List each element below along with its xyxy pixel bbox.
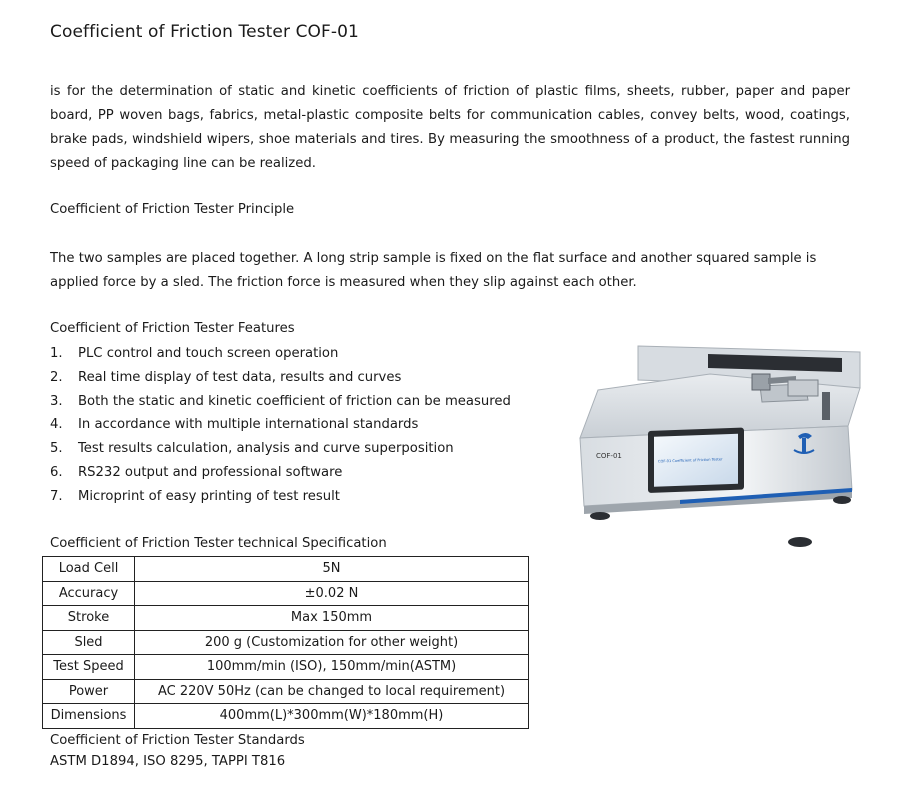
list-item xyxy=(50,344,511,368)
spec-table xyxy=(42,556,529,729)
spec-key: Power xyxy=(43,679,135,704)
table-row xyxy=(43,655,529,680)
list-item xyxy=(50,439,511,463)
list-item-text: PLC control and touch screen operation xyxy=(78,346,339,361)
list-item-number: 6. xyxy=(50,464,63,480)
principle-paragraph: The two samples are placed together. A long strip sample is fixed on the flat surface and another squared sample is applied force by a sled. The friction force is measured when they slip against each other. xyxy=(50,251,817,290)
spec-value: 200 g (Customization for other weight) xyxy=(135,630,529,655)
table-row xyxy=(43,679,529,704)
table-row xyxy=(43,557,529,582)
sample-clamp xyxy=(788,380,818,396)
list-item-number: 5. xyxy=(50,441,63,457)
list-item-text: Test results calculation, analysis and curve superposition xyxy=(78,441,454,457)
foot xyxy=(833,496,851,504)
spec-key: Sled xyxy=(43,630,135,655)
spec-key: Load Cell xyxy=(43,557,135,582)
list-item-text: Both the static and kinetic coefficient of friction can be measured xyxy=(78,393,511,409)
list-item xyxy=(50,487,511,511)
table-row xyxy=(43,606,529,631)
spec-value: 100mm/min (ISO), 150mm/min(ASTM) xyxy=(135,655,529,680)
list-item-text: Real time display of test data, results and curves xyxy=(78,369,402,385)
spec-key: Test Speed xyxy=(43,655,135,680)
list-item xyxy=(50,368,511,392)
list-item-text: In accordance with multiple international standards xyxy=(78,417,419,433)
spec-key: Dimensions xyxy=(43,704,135,729)
list-item-number: 4. xyxy=(50,417,63,433)
spec-value: Max 150mm xyxy=(135,606,529,631)
spec-value: AC 220V 50Hz (can be changed to local requirement) xyxy=(135,679,529,704)
spec-key: Stroke xyxy=(43,606,135,631)
spec-value: 5N xyxy=(135,557,529,582)
table-row xyxy=(43,630,529,655)
post xyxy=(822,392,830,420)
table-row xyxy=(43,581,529,606)
features-list xyxy=(50,344,511,511)
spec-heading: Coefficient of Friction Tester technical Specification xyxy=(50,536,387,551)
list-item xyxy=(50,463,511,487)
intro-paragraph: is for the determination of static and kinetic coefficients of friction of plastic films, sheets, rubber, paper and paper board, PP woven bags, fabrics, metal-plastic composite belts for communication cables, convey belts, wood, coatings, brake pads, windshield wipers, shoe materials and tires. By measuring the smoothness of a product, the fastest running speed of packaging line can be realized. xyxy=(50,84,850,171)
list-item-number: 3. xyxy=(50,393,63,409)
list-item-number: 1. xyxy=(50,346,63,361)
list-item-number: 2. xyxy=(50,369,63,385)
model-label: COF-01 xyxy=(596,452,622,460)
principle-heading: Coefficient of Friction Tester Principle xyxy=(50,202,295,217)
standards-text: ASTM D1894, ISO 8295, TAPPI T816 xyxy=(50,754,286,769)
list-item-text: Microprint of easy printing of test result xyxy=(78,488,340,504)
sled xyxy=(752,374,770,390)
foot xyxy=(590,512,610,520)
spec-value: 400mm(L)*300mm(W)*180mm(H) xyxy=(135,704,529,729)
screen-text: COF-01 Coefficient of Friction Tester xyxy=(658,457,723,464)
list-item-text: RS232 output and professional software xyxy=(78,464,343,480)
standards-heading: Coefficient of Friction Tester Standards xyxy=(50,733,305,748)
page-title: Coefficient of Friction Tester COF-01 xyxy=(50,22,359,42)
spec-value: ±0.02 N xyxy=(135,581,529,606)
product-photo xyxy=(560,330,880,560)
features-heading: Coefficient of Friction Tester Features xyxy=(50,321,295,336)
list-item xyxy=(50,415,511,439)
spec-key: Accuracy xyxy=(43,581,135,606)
foot xyxy=(788,537,812,547)
table-row xyxy=(43,704,529,729)
list-item xyxy=(50,392,511,416)
list-item-number: 7. xyxy=(50,488,63,504)
